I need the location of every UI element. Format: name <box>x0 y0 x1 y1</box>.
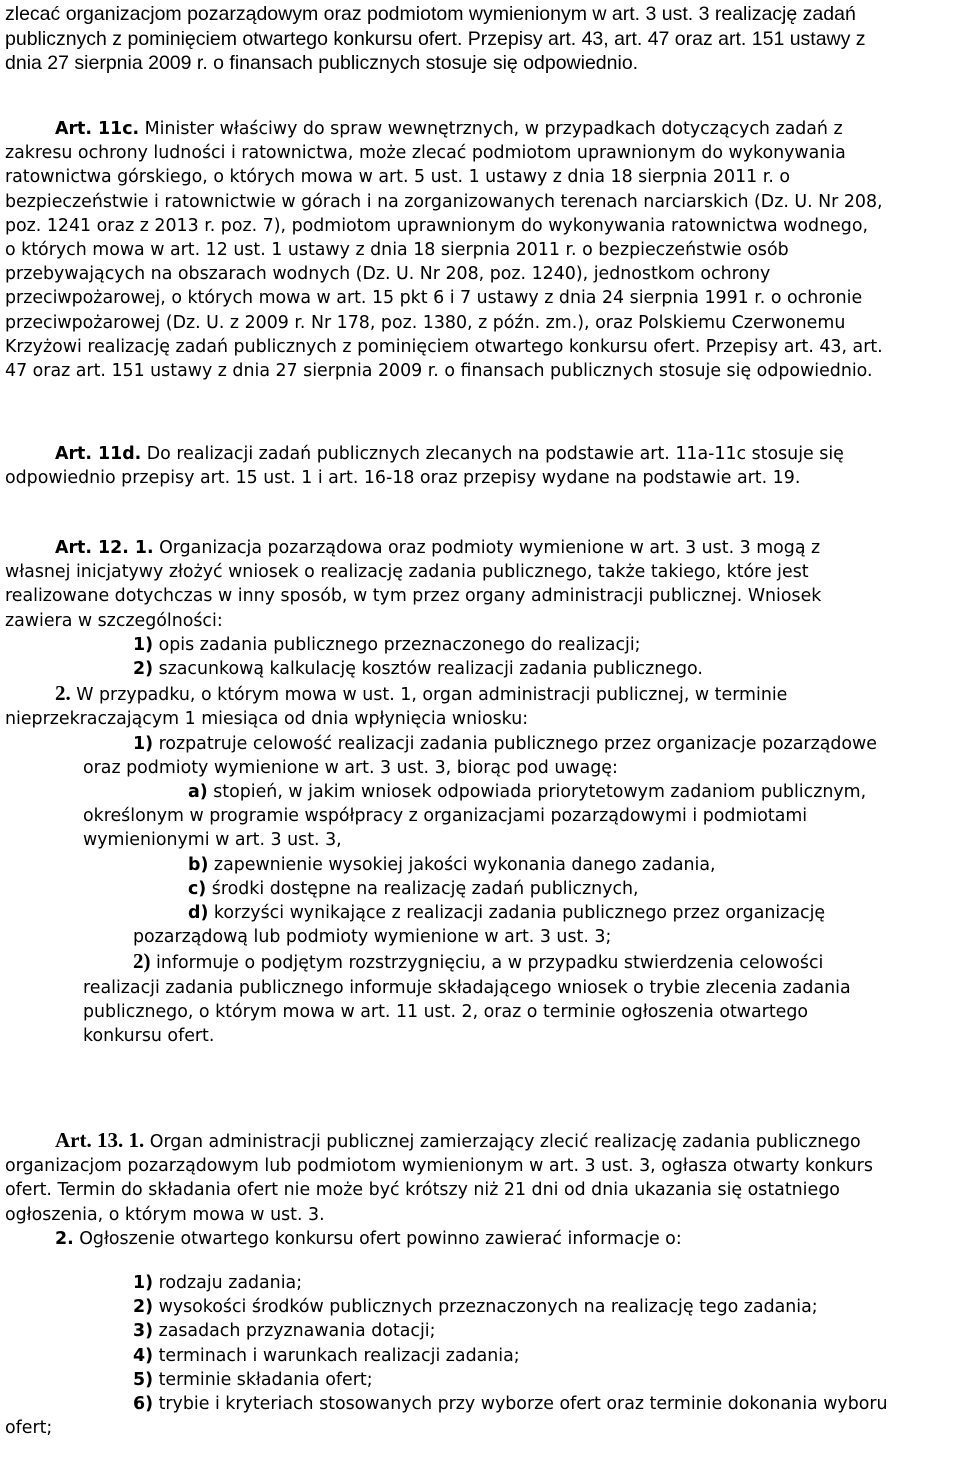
item-text: szacunkową kalkulację kosztów realizacji zadania publicznego. <box>153 659 703 680</box>
item-number: 6) <box>133 1394 154 1415</box>
text-line: zawiera w szczególności: <box>5 610 223 631</box>
text-line: ofert. Termin do składania ofert nie może być krótszy niż 21 dni od dnia ukazania się ostatniego <box>5 1180 840 1201</box>
text-line: określonym w programie współpracy z organizacjami pozarządowymi i podmiotami <box>83 806 808 827</box>
item-text: rozpatruje celowość realizacji zadania publicznego przez organizacje pozarządowe <box>153 733 877 754</box>
text-line: o których mowa w art. 12 ust. 1 ustawy z dnia 18 sierpnia 2011 r. o bezpieczeństwie osób <box>5 240 789 261</box>
text-line: przeciwpożarowej, o których mowa w art. 15 pkt 6 i 7 ustawy z dnia 24 sierpnia 1991 r. o ochronie <box>5 288 863 309</box>
article-heading: Art. 13. 1. <box>55 1128 145 1152</box>
item-text: terminach i warunkach realizacji zadania; <box>153 1345 520 1366</box>
item-text: terminie składania ofert; <box>153 1369 373 1390</box>
list-item <box>5 1344 955 1368</box>
text-line: Organ administracji publicznej zamierzający zlecić realizację zadania publicznego <box>144 1132 861 1152</box>
text-line: ofert; <box>5 1418 53 1439</box>
text-line: dnia 27 sierpnia 2009 r. o finansach publicznych stosuje się odpowiednio. <box>5 52 639 74</box>
list-item <box>5 949 955 975</box>
text-line: przebywających na obszarach wodnych (Dz. U. Nr 208, poz. 1240), jednostkom ochrony <box>5 264 771 285</box>
text-line: publicznych z pominięciem otwartego konkursu ofert. Przepisy art. 43, art. 47 oraz art. 151 ustawy z <box>5 27 866 50</box>
paragraph-number: 2. <box>55 1228 74 1249</box>
item-text: rodzaju zadania; <box>153 1273 303 1294</box>
list-item <box>5 1392 955 1416</box>
text-line: Ogłoszenie otwartego konkursu ofert powinno zawierać informacje o: <box>73 1228 682 1249</box>
text-line: Organizacja pozarządowa oraz podmioty wymienione w art. 3 ust. 3 mogą z <box>153 538 821 558</box>
sub-item <box>5 877 955 901</box>
text-line: pozarządową lub podmioty wymienione w art. 3 ust. 3; <box>133 927 612 948</box>
list-item <box>5 1319 955 1343</box>
item-text: środki dostępne na realizację zadań publicznych, <box>206 878 639 899</box>
text-line: przeciwpożarowej (Dz. U. z 2009 r. Nr 178, poz. 1380, z późn. zm.), oraz Polskiemu Czerwonemu <box>5 312 846 333</box>
text-line: oraz podmioty wymienione w art. 3 ust. 3, biorąc pod uwagę: <box>83 757 618 778</box>
item-number: c) <box>188 878 207 899</box>
item-text: trybie i kryteriach stosowanych przy wyborze ofert oraz terminie dokonania wyboru <box>153 1394 888 1415</box>
item-text: opis zadania publicznego przeznaczonego do realizacji; <box>153 634 641 655</box>
item-text: zapewnienie wysokiej jakości wykonania danego zadania, <box>208 854 716 875</box>
item-number: 2) <box>133 1297 154 1318</box>
text-line: publicznego, o którym mowa w art. 11 ust. 2, oraz o terminie ogłoszenia otwartego <box>83 1001 809 1022</box>
text-line: organizacjom pozarządowym lub podmiotom wymienionym w art. 3 ust. 3, ogłasza otwarty konkurs <box>5 1156 873 1177</box>
text-line: W przypadku, o którym mowa w ust. 1, organ administracji publicznej, w terminie <box>70 685 788 706</box>
item-text: zasadach przyznawania dotacji; <box>153 1321 436 1342</box>
list-item <box>5 633 955 657</box>
article-13 <box>5 1128 955 1440</box>
item-text: informuje o podjętym rozstrzygnięciu, a w przypadku stwierdzenia celowości <box>150 953 824 974</box>
list-item <box>5 1271 955 1295</box>
text-line: ogłoszenia, o którym mowa w ust. 3. <box>5 1204 325 1225</box>
text-line: odpowiednio przepisy art. 15 ust. 1 i art. 16-18 oraz przepisy wydane na podstawie art. 19. <box>5 468 801 489</box>
text-line: własnej inicjatywy złożyć wniosek o realizację zadania publicznego, także takiego, które jest <box>5 562 809 583</box>
intro-paragraph <box>5 2 955 76</box>
text-line: Do realizacji zadań publicznych zlecanych na podstawie art. 11a-11c stosuje się <box>141 444 844 464</box>
text-line: bezpieczeństwie i ratownictwie w górach i na zorganizowanych terenach narciarskich (Dz. U. Nr 208, <box>5 191 883 212</box>
text-line: ratownictwa górskiego, o których mowa w art. 5 ust. 1 ustawy z dnia 18 sierpnia 2011 r. o <box>5 167 791 188</box>
text-line: 47 oraz art. 151 ustawy z dnia 27 sierpnia 2009 r. o finansach publicznych stosuje się odpowiednio. <box>5 361 873 382</box>
text-line: Minister właściwy do spraw wewnętrznych, w przypadkach dotyczących zadań z <box>139 119 843 139</box>
sub-item <box>5 853 955 877</box>
list-item <box>5 657 955 681</box>
article-heading: Art. 12. 1. <box>55 538 154 558</box>
item-number: 2) <box>133 949 151 974</box>
item-number: 3) <box>133 1321 154 1342</box>
item-text: korzyści wynikające z realizacji zadania publicznego przez organizację <box>208 903 826 924</box>
item-number: b) <box>188 854 209 875</box>
text-line: konkursu ofert. <box>83 1026 215 1047</box>
article-heading: Art. 11d. <box>55 444 142 464</box>
list-item <box>5 1368 955 1392</box>
item-number: a) <box>188 782 208 803</box>
article-heading: Art. 11c. <box>55 119 140 139</box>
text-line: nieprzekraczającym 1 miesiąca od dnia wpłynięcia wniosku: <box>5 709 529 730</box>
sub-item <box>5 901 955 925</box>
text-line: poz. 1241 oraz z 2013 r. poz. 7), podmiotom uprawnionym do wykonywania ratownictwa wodnego, <box>5 215 869 236</box>
list-item <box>5 1295 955 1319</box>
article-11c <box>5 117 955 383</box>
article-11d <box>5 442 955 490</box>
item-number: 1) <box>133 1273 154 1294</box>
list-item <box>5 732 955 756</box>
text-line: realizacji zadania publicznego informuje składającego wniosek o trybie zlecenia zadania <box>83 977 851 998</box>
item-number: 1) <box>133 733 154 754</box>
sub-item <box>5 780 955 804</box>
item-number: 2) <box>133 659 154 680</box>
item-text: wysokości środków publicznych przeznaczonych na realizację tego zadania; <box>153 1297 818 1318</box>
text-line: zakresu ochrony ludności i ratownictwa, może zlecać podmiotom uprawnionym do wykonywania <box>5 143 846 164</box>
item-number: 1) <box>133 634 154 655</box>
paragraph-number: 2. <box>55 681 71 706</box>
item-number: d) <box>188 903 209 924</box>
text-line: wymienionymi w art. 3 ust. 3, <box>83 830 342 851</box>
item-number: 5) <box>133 1369 154 1390</box>
text-line: Krzyżowi realizację zadań publicznych z pominięciem otwartego konkursu ofert. Przepisy art. 43, art. <box>5 336 883 357</box>
text-line: realizowane dotychczas w inny sposób, w tym przez organy administracji publicznej. Wniosek <box>5 586 822 607</box>
text-line: zlecać organizacjom pozarządowym oraz podmiotom wymienionym w art. 3 ust. 3 realizację zadań <box>5 3 856 25</box>
item-number: 4) <box>133 1345 154 1366</box>
article-12 <box>5 536 955 1048</box>
item-text: stopień, w jakim wniosek odpowiada priorytetowym zadaniom publicznym, <box>207 782 867 803</box>
